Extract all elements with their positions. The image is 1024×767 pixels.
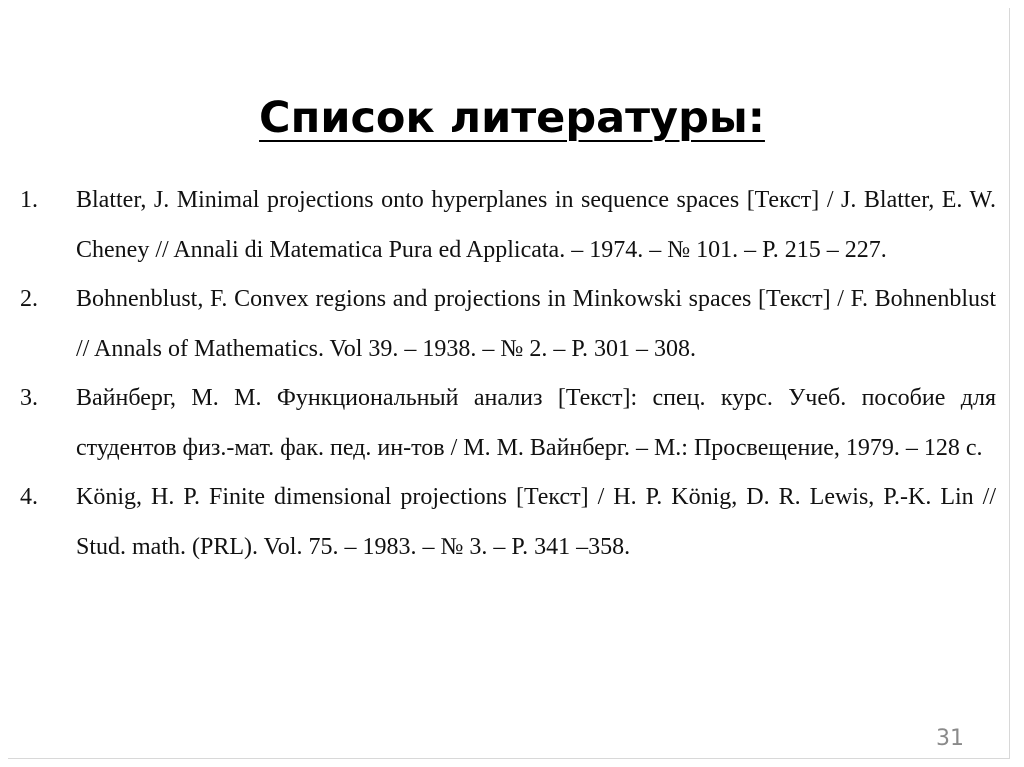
reference-text: Blatter, J. Minimal projections onto hyperplanes in sequence spaces [Текст] / J. Blatter, E. W. Cheney // Annali di Matematica Pura ed Applicata. – 1974. – № 101. – P. 215 – 227. [76, 187, 996, 263]
reference-item-3 [20, 374, 996, 473]
reference-item-1 [20, 176, 996, 275]
reference-number: 1. [20, 187, 38, 213]
slide-title: Список литературы: [259, 92, 765, 143]
reference-text: König, H. P. Finite dimensional projections [Текст] / H. P. König, D. R. Lewis, P.-K. Lin // Stud. math. (PRL). Vol. 75. – 1983. – № 3. – P. 341 –358. [76, 484, 996, 560]
reference-number: 3. [20, 385, 38, 411]
reference-list [20, 176, 996, 572]
reference-item-2 [20, 275, 996, 374]
reference-text: Вайнберг, М. М. Функциональный анализ [Текст]: спец. курс. Учеб. пособие для студентов физ.-мат. фак. пед. ин-тов / М. М. Вайнберг. – М.: Просвещение, 1979. – 128 с. [76, 385, 996, 461]
page-number: 31 [936, 726, 964, 751]
reference-item-4 [20, 473, 996, 572]
reference-number: 2. [20, 286, 38, 312]
reference-number: 4. [20, 484, 38, 510]
reference-text: Bohnenblust, F. Convex regions and projections in Minkowski spaces [Текст] / F. Bohnenblust // Annals of Mathematics. Vol 39. – 1938. – № 2. – P. 301 – 308. [76, 286, 996, 362]
